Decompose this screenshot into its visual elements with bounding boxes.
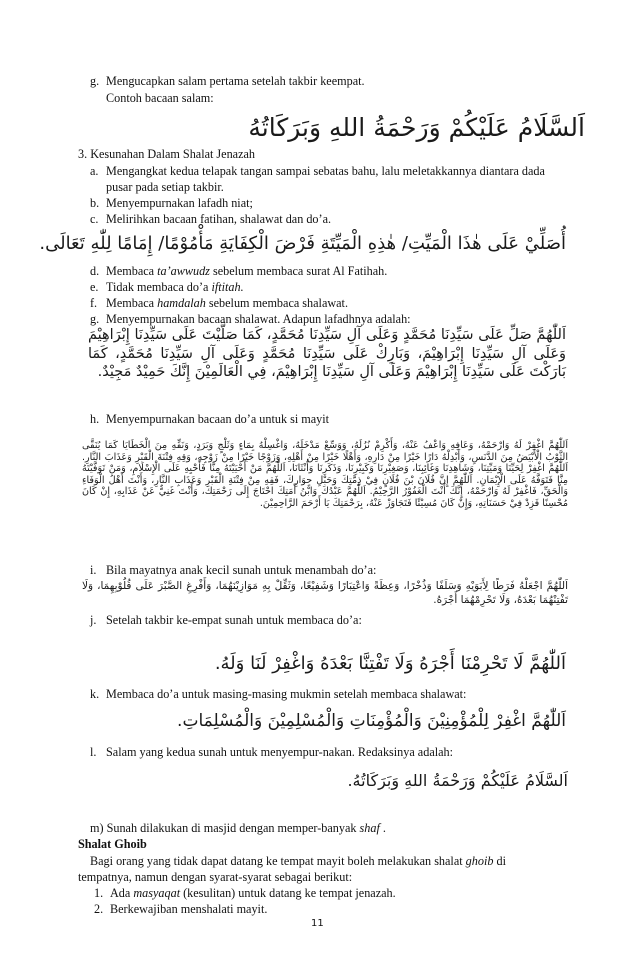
- arabic-takbir4-image: اَللّٰهُمَّ لَا تَحْرِمْنَا أَجْرَهُ وَلَا تَفْتِنَّا بَعْدَهُ وَاغْفِرْ لَنَا وَلَهُ.: [214, 653, 566, 674]
- arabic-doa-mayit-image: اَللّٰهُمَّ اغْفِرْ لَهُ وَارْحَمْهُ، وَعَافِهِ وَاعْفُ عَنْهُ، وَأَكْرِمْ نُزُلَهُ، وَوَسِّعْ مَدْخَلَهُ، وَاغْسِلْهُ بِمَاءٍ وَثَلْجٍ وَبَرَدٍ، وَنَقِّهِ مِنَ الْخَطَايَا كَمَا يُنَقَّى الثَّوْبُ الْأَبْيَضُ مِنَ الدَّنَسِ، وَأَبْدِلْهُ دَارًا خَيْرًا مِنْ دَارِهِ، وَأَهْلًا خَيْرًا مِنْ أَهْلِهِ، وَزَوْجًا خَيْرًا مِنْ زَوْجِهِ، وَقِهِ فِتْنَةَ الْقَبْرِ وَعَذَابَ النَّارِ. اَللّٰهُمَّ اغْفِرْ لِحَيِّنَا وَمَيِّتِنَا، وَشَاهِدِنَا وَغَائِبِنَا، وَصَغِيْرِنَا وَكَبِيْرِنَا، وَذَكَرِنَا وَأُنْثَانَا، اَللّٰهُمَّ مَنْ أَحْيَيْتَهُ مِنَّا فَأَحْيِهِ عَلَى الْإِسْلَامِ، وَمَنْ تَوَفَّيْتَهُ مِنَّا فَتَوَفَّهُ عَلَى الْإِيْمَانِ. اَللّٰهُمَّ إِنَّ فُلَانَ بْنَ فُلَانٍ فِيْ ذِمَّتِكَ وَحَبْلِ جِوَارِكَ، فَقِهِ مِنْ فِتْنَةِ الْقَبْرِ وَعَذَابِ النَّارِ، وَأَنْتَ أَهْلُ الْوَفَاءِ وَالْحَقِّ، فَاغْفِرْ لَهُ وَارْحَمْهُ، إِنَّكَ أَنْتَ الْغَفُوْرُ الرَّحِيْمُ. اَللّٰهُمَّ عَبْدُكَ وَابْنُ أَمَتِكَ احْتَاجَ إِلَى رَحْمَتِكَ، وَأَنْتَ غَنِيٌّ عَنْ عَذَابِهِ، إِنْ كَانَ مُحْسِنًا فَزِدْ فِيْ حَسَنَاتِهِ، وَإِنْ كَانَ مُسِيْئًا فَتَجَاوَزْ عَنْهُ، بِرَحْمَتِكَ يَا أَرْحَمَ الرَّاحِمِيْنَ.: [82, 440, 568, 509]
- list-item: Berkewajiban menshalati mayit.: [110, 902, 268, 916]
- item-label: f.: [90, 296, 98, 310]
- item-subtext: Contoh bacaan salam:: [106, 91, 214, 105]
- item-label: h.: [90, 412, 100, 426]
- item-text: m) Sunah dilakukan di masjid dengan memper-banyak shaf .: [90, 821, 386, 835]
- item-text: Menyempurnakan bacaan shalawat. Adapun lafadhnya adalah:: [106, 312, 411, 326]
- page-number: 11: [311, 918, 324, 929]
- item-label: k.: [90, 687, 100, 701]
- arabic-mukmin-image: اَللّٰهُمَّ اغْفِرْ لِلْمُؤْمِنِيْنَ وَالْمُؤْمِنَاتِ وَالْمُسْلِمِيْنَ وَالْمُسْلِمَاتِ.: [177, 711, 566, 731]
- arabic-shalawat-image: اَللّٰهُمَّ صَلِّ عَلَى سَيِّدِنَا مُحَمَّدٍ وَعَلَى آلِ سَيِّدِنَا مُحَمَّدٍ، كَمَا صَلَّيْتَ عَلَى سَيِّدِنَا إِبْرَاهِيْمَ وَعَلَى آلِ سَيِّدِنَا إِبْرَاهِيْمَ، وَبَارِكْ عَلَى سَيِّدِنَا مُحَمَّدٍ وَعَلَى آلِ سَيِّدِنَا مُحَمَّدٍ، كَمَا بَارَكْتَ عَلَى سَيِّدِنَا إِبْرَاهِيْمَ وَعَلَى آلِ سَيِّدِنَا إِبْرَاهِيْمَ، فِي الْعَالَمِيْنَ إِنَّكَ حَمِيْدٌ مَجِيْدٌ.: [88, 327, 566, 381]
- item-text: Membaca do’a untuk masing-masing mukmin setelah membaca shalawat:: [106, 687, 467, 701]
- item-text: Melirihkan bacaan fatihan, shalawat dan do’a.: [106, 212, 332, 226]
- list-item-label: 1.: [94, 886, 104, 900]
- arabic-salam-image: اَلسَّلَامُ عَلَيْكُمْ وَرَحْمَةُ اللهِ وَبَرَكَاتُهُ: [248, 113, 585, 142]
- item-label: e.: [90, 280, 99, 294]
- arabic-niat-image: أُصَلِّيْ عَلَى هٰذَا الْمَيِّتِ/ هٰذِهِ الْمَيِّتَةِ فَرْضَ الْكِفَايَةِ مَأْمُوْمًا/ إِمَامًا لِلّٰهِ تَعَالَى.: [39, 233, 566, 254]
- section-heading-ghoib: Shalat Ghoib: [78, 837, 147, 851]
- paragraph-line: tempatnya, namun dengan syarat-syarat sebagai berikut:: [78, 870, 353, 884]
- item-label: c.: [90, 212, 99, 226]
- section-heading: 3. Kesunahan Dalam Shalat Jenazah: [78, 147, 255, 161]
- item-label: g.: [90, 74, 100, 88]
- arabic-anak-image: اَللّٰهُمَّ اجْعَلْهُ فَرَطًا لِأَبَوَيْهِ وَسَلَفًا وَذُخْرًا، وَعِظَةً وَاعْتِبَارًا وَشَفِيْعًا، وَثَقِّلْ بِهِ مَوَازِيْنَهُمَا، وَأَفْرِغِ الصَّبْرَ عَلَى قُلُوْبِهِمَا، وَلَا تَفْتِنْهُمَا بَعْدَهُ، وَلَا تَحْرِمْهُمَا أَجْرَهُ.: [82, 580, 568, 606]
- item-text-cont: pusar pada setiap takbir.: [106, 180, 224, 194]
- item-text: Setelah takbir ke-empat sunah untuk membaca do’a:: [106, 613, 362, 627]
- item-text: Bila mayatnya anak kecil sunah untuk menambah do’a:: [106, 563, 377, 577]
- arabic-salam2-image: اَلسَّلَامُ عَلَيْكُمْ وَرَحْمَةُ اللهِ وَبَرَكَاتُهُ.: [347, 771, 568, 790]
- item-text: Membaca ta’awwudz sebelum membaca surat Al Fatihah.: [106, 264, 388, 278]
- list-item-label: 2.: [94, 902, 104, 916]
- item-text: Menyempurnakan lafadh niat;: [106, 196, 253, 210]
- item-label: l.: [90, 745, 97, 759]
- item-label: j.: [90, 613, 97, 627]
- list-item: Ada masyaqat (kesulitan) untuk datang ke tempat jenazah.: [110, 886, 396, 900]
- item-label: d.: [90, 264, 100, 278]
- item-text: Membaca hamdalah sebelum membaca shalawat.: [106, 296, 348, 310]
- item-label: g.: [90, 312, 100, 326]
- paragraph-line: Bagi orang yang tidak dapat datang ke tempat mayit boleh melakukan shalat ghoib di: [90, 854, 506, 868]
- item-text: Menyempurnakan bacaan do’a untuk si mayit: [106, 412, 330, 426]
- item-text: Mengangkat kedua telapak tangan sampai sebatas bahu, lalu meletakkannya diantara dada: [106, 164, 545, 178]
- item-label: a.: [90, 164, 99, 178]
- item-text: Tidak membaca do’a iftitah.: [106, 280, 244, 294]
- item-text: Salam yang kedua sunah untuk menyempur-nakan. Redaksinya adalah:: [106, 745, 453, 759]
- item-label: i.: [90, 563, 97, 577]
- item-label: b.: [90, 196, 100, 210]
- item-text: Mengucapkan salam pertama setelah takbir keempat.: [106, 74, 365, 88]
